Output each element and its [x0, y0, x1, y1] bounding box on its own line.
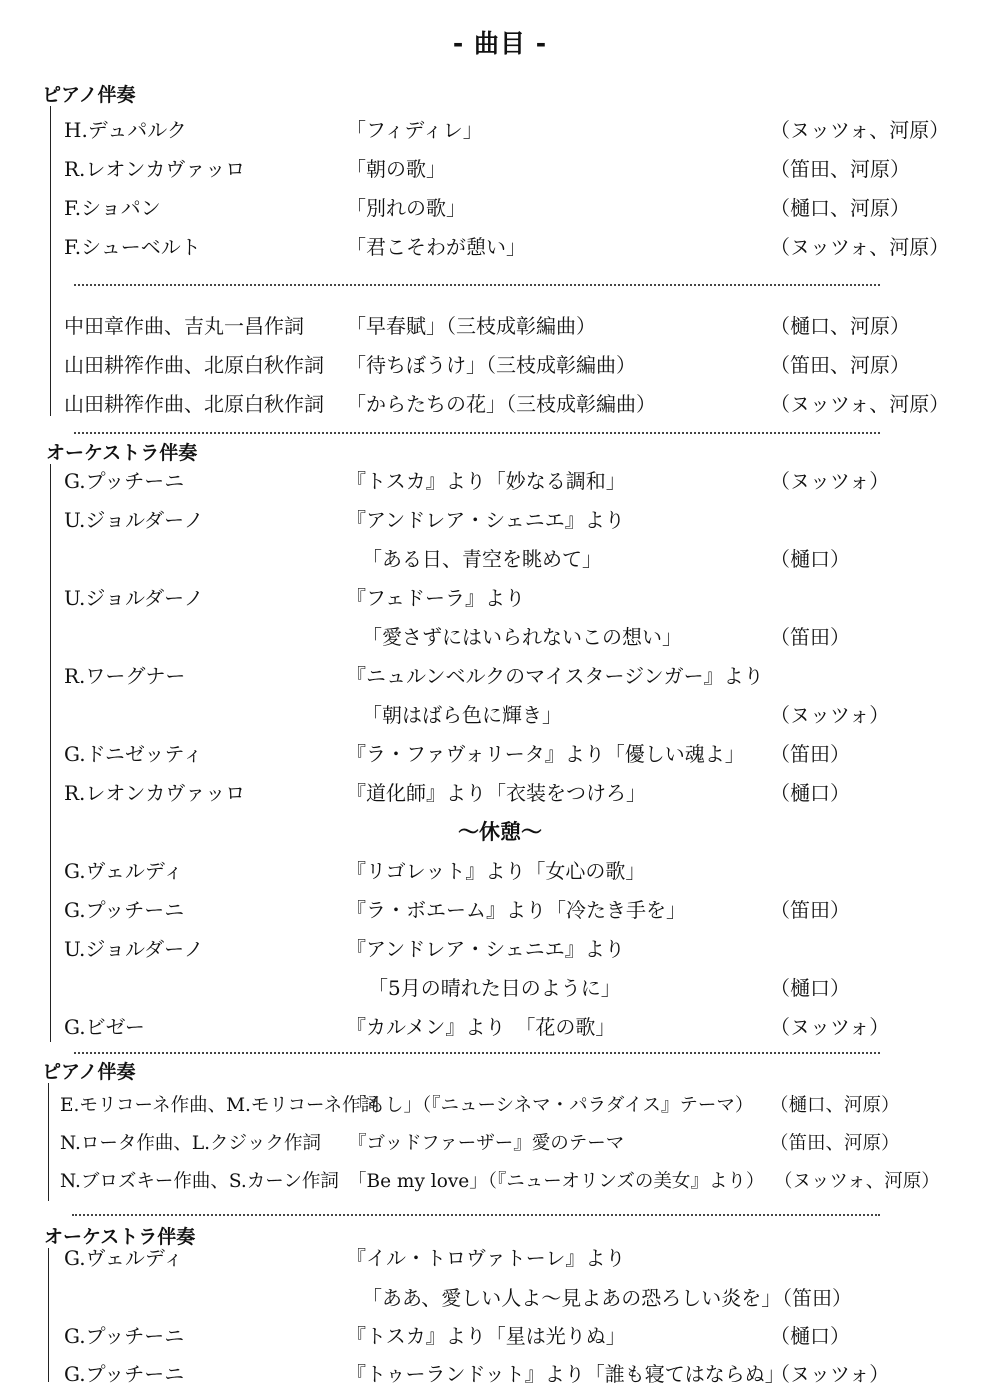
program-row: [0, 736, 1000, 772]
program-row: [0, 892, 1000, 928]
program-row: [0, 151, 1000, 187]
composer: 山田耕筰作曲、北原白秋作詞: [64, 353, 324, 377]
program-row: [0, 658, 1000, 694]
program-row: [0, 1164, 1000, 1200]
program-row: [0, 1318, 1000, 1354]
program-row: [0, 775, 1000, 811]
program-row: [0, 1126, 1000, 1162]
composer: G.プッチーニ: [64, 1362, 185, 1386]
piece-title: 「待ちぼうけ」（三枝成彰編曲）: [346, 353, 636, 377]
section-heading-orchestra-1: オーケストラ伴奏: [46, 442, 198, 464]
composer: U.ジョルダーノ: [64, 508, 204, 532]
intermission-label: ～休憩～: [458, 820, 542, 844]
performers: （樋口）: [770, 976, 850, 1000]
composer: F.ショパン: [64, 196, 161, 220]
program-row: [0, 1088, 1000, 1124]
performers: （樋口、河原）: [770, 196, 910, 220]
performers: （笛田）: [772, 1286, 852, 1310]
piece-title: 「別れの歌」: [346, 196, 466, 220]
program-row: [0, 347, 1000, 383]
piece-title: 『アンドレア・シェニエ』より: [346, 508, 625, 532]
section-heading-piano-1: ピアノ伴奏: [42, 84, 136, 106]
composer: N.ロータ作曲、L.クジック作詞: [60, 1133, 322, 1154]
performers: （ヌッツォ、河原）: [770, 392, 950, 416]
piece-title: 『道化師』より「衣装をつけろ」: [346, 781, 646, 805]
program-row: [0, 229, 1000, 265]
program-row: [0, 502, 1000, 538]
composer: F.シューベルト: [64, 235, 201, 259]
piece-title: 『ニュルンベルクのマイスタージンガー』より: [346, 664, 764, 688]
program-row: [0, 1356, 1000, 1392]
program-row: [0, 541, 1000, 577]
dotted-separator: [74, 284, 880, 286]
piece-title: 『アンドレア・シェニエ』より: [346, 937, 625, 961]
program-row: [0, 931, 1000, 967]
section-heading-orchestra-2: オーケストラ伴奏: [44, 1226, 196, 1248]
composer: E.モリコーネ作曲、M.モリコーネ作詞: [60, 1095, 380, 1116]
piece-title: 「ある日、青空を眺めて」: [362, 547, 602, 571]
performers: （ヌッツォ）: [770, 469, 890, 493]
piece-title: 『リゴレット』より「女心の歌」: [346, 859, 646, 883]
program-row: [0, 970, 1000, 1006]
composer: 中田章作曲、吉丸一昌作詞: [64, 314, 304, 338]
composer: R.レオンカヴァッロ: [64, 157, 246, 181]
composer: G.ヴェルディ: [64, 1246, 184, 1270]
piece-title: 『ラ・ファヴォリータ』より「優しい魂よ」: [346, 742, 745, 766]
dotted-separator: [74, 1052, 880, 1054]
performers: （樋口）: [770, 547, 850, 571]
performers: （笛田、河原）: [770, 157, 910, 181]
piece-title: 「フィディレ」: [346, 118, 483, 142]
composer: G.プッチーニ: [64, 898, 185, 922]
performers: （ヌッツォ、河原）: [770, 118, 950, 142]
performers: （笛田、河原）: [770, 1133, 900, 1154]
piece-title: 『ゴッドファーザー』愛のテーマ: [348, 1133, 625, 1154]
composer: U.ジョルダーノ: [64, 586, 204, 610]
program-row: [0, 463, 1000, 499]
program-row: [0, 1240, 1000, 1276]
composer: G.ヴェルディ: [64, 859, 184, 883]
piece-title: 「朝の歌」: [346, 157, 446, 181]
program-row: [0, 853, 1000, 889]
piece-title: 『カルメン』より 「花の歌」: [346, 1015, 616, 1039]
piece-title: 『ラ・ボエーム』より「冷たき手を」: [346, 898, 686, 922]
piece-title: 「愛さずにはいられないこの想い」: [362, 625, 682, 649]
program-row: [0, 386, 1000, 422]
composer: G.ドニゼッティ: [64, 742, 203, 766]
performers: （樋口）: [770, 1324, 850, 1348]
program-row: [0, 308, 1000, 344]
performers: （ヌッツォ、河原）: [770, 235, 950, 259]
performers: （ヌッツォ）: [770, 1015, 890, 1039]
composer: H.デュパルク: [64, 118, 187, 142]
composer: R.ワーグナー: [64, 664, 186, 688]
performers: （ヌッツォ）: [770, 703, 890, 727]
piece-title: 『トスカ』より「星は光りぬ」: [346, 1324, 626, 1348]
performers: （樋口、河原）: [770, 314, 910, 338]
performers: （樋口、河原）: [770, 1095, 900, 1116]
composer: G.プッチーニ: [64, 1324, 185, 1348]
piece-title: 「からたちの花」（三枝成彰編曲）: [346, 392, 656, 416]
composer: G.ビゼー: [64, 1015, 145, 1039]
piece-title: 「君こそわが憩い」: [346, 235, 526, 259]
piece-title: 『イル・トロヴァトーレ』より: [346, 1246, 626, 1270]
performers: （笛田）: [770, 898, 850, 922]
program-row: [0, 190, 1000, 226]
dotted-separator: [74, 432, 880, 434]
composer: U.ジョルダーノ: [64, 937, 204, 961]
piece-title: 『フェドーラ』より: [346, 586, 525, 610]
composer: 山田耕筰作曲、北原白秋作詞: [64, 392, 324, 416]
dotted-separator: [72, 1214, 880, 1216]
performers: （笛田）: [770, 742, 850, 766]
program-row: [0, 1009, 1000, 1045]
performers: （樋口）: [770, 781, 850, 805]
program-row: [0, 619, 1000, 655]
section-heading-piano-2: ピアノ伴奏: [42, 1061, 136, 1083]
program-row: [0, 112, 1000, 148]
piece-title: 「早春賦」（三枝成彰編曲）: [346, 314, 596, 338]
piece-title: 『トゥーランドット』より「誰も寝てはならぬ」: [346, 1362, 785, 1386]
page-title: - 曲目 -: [452, 29, 548, 58]
piece-title: 「ああ、愛しい人よ～見よあの恐ろしい炎を」: [362, 1286, 782, 1310]
program-row: [0, 580, 1000, 616]
piece-title: 「朝はばら色に輝き」: [362, 703, 562, 727]
performers: （ヌッツォ、河原）: [774, 1171, 940, 1192]
composer: N.ブロズキー作曲、S.カーン作詞: [60, 1171, 339, 1192]
program-row: [0, 1280, 1000, 1316]
performers: （笛田、河原）: [770, 353, 910, 377]
piece-title: 「Be my love」（『ニューオリンズの美女』より）: [348, 1171, 765, 1192]
performers: （笛田）: [770, 625, 850, 649]
performers: （ヌッツォ）: [770, 1362, 890, 1386]
piece-title: 「もし」（『ニューシネマ・パラダイス』テーマ）: [348, 1095, 754, 1116]
composer: R.レオンカヴァッロ: [64, 781, 246, 805]
composer: G.プッチーニ: [64, 469, 185, 493]
program-row: [0, 697, 1000, 733]
piece-title: 『トスカ』より「妙なる調和」: [346, 469, 626, 493]
piece-title: 「5月の晴れた日のように」: [368, 976, 621, 1000]
